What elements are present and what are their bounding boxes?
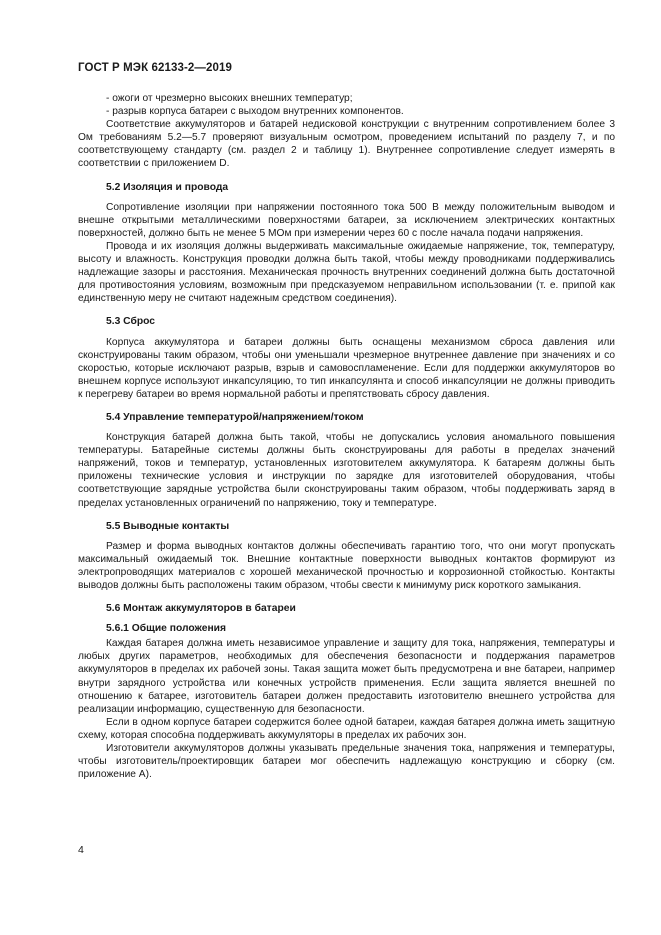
list-item: - разрыв корпуса батареи с выходом внутренних компонентов.: [106, 106, 404, 118]
subsection-heading-5-6-1: 5.6.1 Общие положения: [106, 623, 226, 635]
section-heading-5-5: 5.5 Выводные контакты: [106, 520, 230, 532]
section-5-5-paragraph: Размер и форма выводных контактов должны обеспечивать гарантию того, что они могут пропускать максимальный ожидаемый ток. Внешние контактные поверхности выводных контактов формируют из электропроводящих материалов с хорошей механической прочностью и коррозионной стойкостью. Контакты выводов должны быть расположены таким образом, чтобы свести к минимуму риск короткого замыкания.: [78, 540, 615, 591]
subsection-paragraph: Если в одном корпусе батареи содержится более одной батареи, каждая батарея должна иметь защитную схему, которая способна поддерживать аккумуляторы в пределах их рабочих зон.: [78, 716, 615, 741]
section-5-2-paragraph: Провода и их изоляция должны выдерживать максимальные ожидаемые напряжение, ток, температуру, высоту и влажность. Конструкция проводки должна быть такой, чтобы между проводниками поддерживались надлежащие зазоры и расстояния. Механическая прочность внутренних соединений должна быть достаточной для противостояния условиям, возможным при предсказуемом неправильном использовании (т. е. припой как единственную меру не считают надежным средством соединения).: [78, 240, 615, 305]
intro-paragraph: Соответствие аккумуляторов и батарей недисковой конструкции с внутренним сопротивлением более 3 Ом требованиям 5.2—5.7 проверяют визуальным осмотром, проведением испытаний по разделу 7, и по соответствующему стандарту (см. раздел 2 и таблицу 1). Внутреннее сопротивление следует измерять в соответствии с приложением D.: [78, 119, 615, 170]
section-heading-5-3: 5.3 Сброс: [106, 316, 156, 328]
section-5-2-paragraph: Сопротивление изоляции при напряжении постоянного тока 500 В между положительным выводом и внешне открытыми металлическими поверхностями батареи, за исключением электрических контактных поверхностей, должно быть не менее 5 МОм при измерении через 60 с после начала подачи напряжения.: [78, 201, 615, 239]
section-5-3-paragraph: Корпуса аккумулятора и батареи должны быть оснащены механизмом сброса давления или сконструированы таким образом, чтобы они уменьшали чрезмерное внутреннее давление при значениях и со скоростью, которые исключают разрыв, взрыв и самовоспламенение. Если для поддержки аккумуляторов во внешнем корпусе используют инкапсуляцию, то тип инкапсулянта и способ инкапсуляции не должны приводить к перегреву батареи во время нормальной работы и препятствовать сбросу давления.: [78, 336, 615, 400]
page-number: 4: [78, 844, 84, 856]
subsection-paragraph: Изготовители аккумуляторов должны указывать предельные значения тока, напряжения и температуры, чтобы изготовитель/проектировщик батареи мог обеспечить надлежащую конструкцию и сборку (см. приложение А).: [78, 743, 615, 781]
list-item: - ожоги от чрезмерно высоких внешних температур;: [106, 93, 353, 104]
section-heading-5-2: 5.2 Изоляция и провода: [106, 181, 229, 193]
section-5-4-paragraph: Конструкция батарей должна быть такой, чтобы не допускались условия аномального повышения температуры. Батарейные системы должны быть сконструированы для работы в пределах значений напряжений, токов и температур, установленных изготовителем аккумулятора. К батареям должны быть приложены технические условия и инструкции по зарядке для изготовителей оборудования, чтобы соответствующие зарядные устройства были сконструированы таким образом, чтобы поддерживать заряд в пределах установленных ограничений по напряжению, току и температуре.: [78, 432, 615, 509]
subsection-paragraph: Каждая батарея должна иметь независимое управление и защиту для тока, напряжения, температуры и любых других параметров, необходимых для обеспечения безопасности и поддержания параметров аккумуляторов в пределах их рабочей зоны. Такая защита может быть предусмотрена и вне батареи, например внутри зарядного устройства или конечных устройств применения. Если защита является внешней по отношению к батарее, изготовитель батареи должен предоставить изготовителю внешнего устройства для реализации информацию, существенную для безопасности.: [78, 638, 615, 715]
document-body: [78, 92, 615, 781]
section-heading-5-4: 5.4 Управление температурой/напряжением/током: [106, 411, 364, 423]
document-header: ГОСТ Р МЭК 62133-2—2019: [78, 62, 232, 74]
section-heading-5-6: 5.6 Монтаж аккумуляторов в батареи: [106, 603, 296, 615]
